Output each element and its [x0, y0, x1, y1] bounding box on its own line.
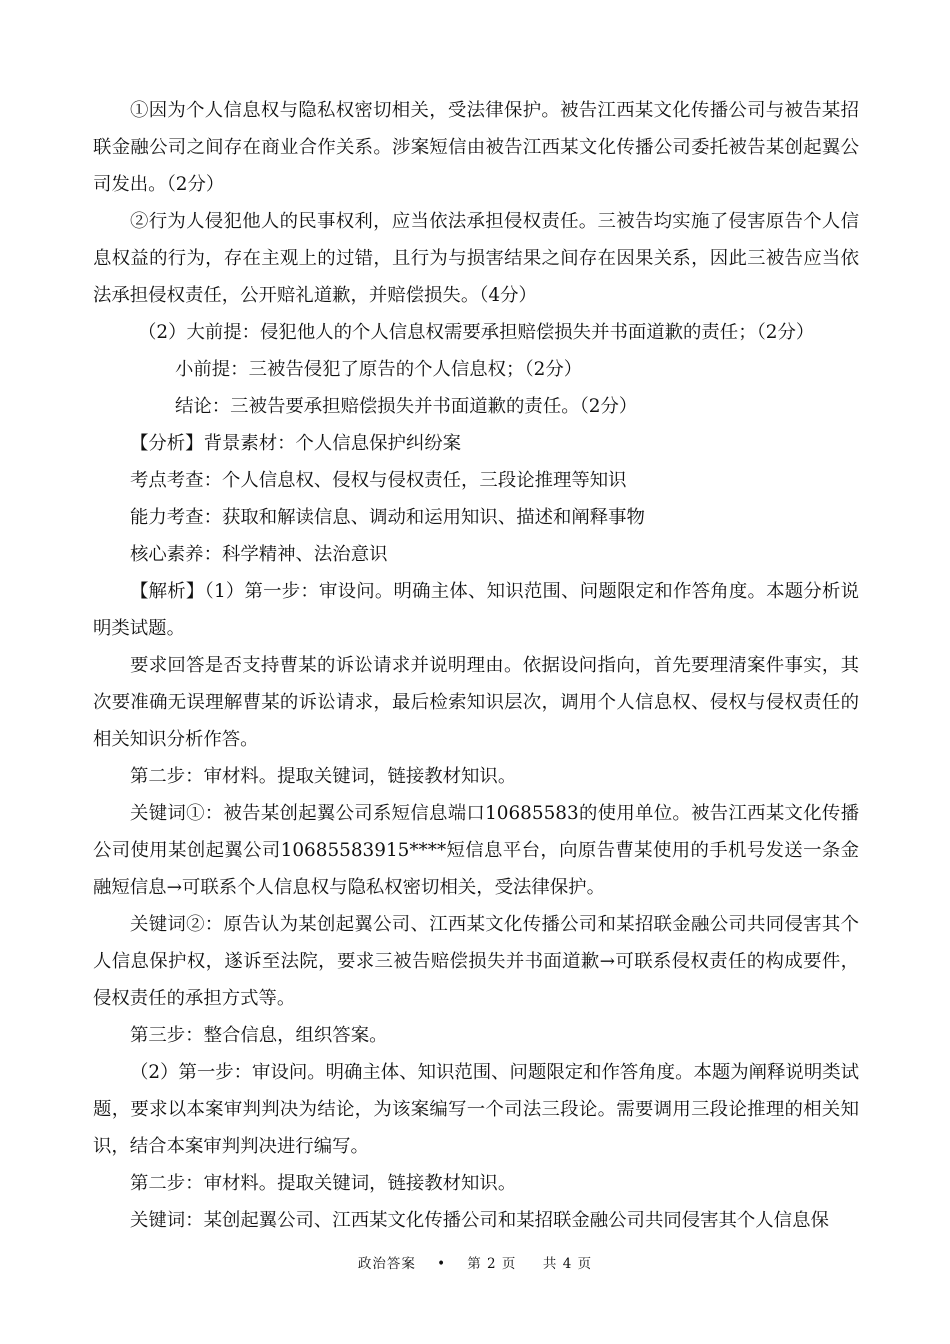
syllogism-major-premise: （2）大前提：侵犯他人的个人信息权需要承担赔偿损失并书面道歉的责任；（2分） — [138, 322, 815, 343]
footer-total-pages: 共 4 页 — [542, 1256, 593, 1272]
page-footer — [0, 1254, 950, 1274]
syllogism-minor-premise: 小前提：三被告侵犯了原告的个人信息权；（2分） — [175, 359, 583, 380]
explanation-step2: 第二步：审材料。提取关键词，链接教材知识。 — [130, 766, 517, 787]
footer-bullet: • — [437, 1256, 447, 1272]
explanation-step3: 第三步：整合信息，组织答案。 — [130, 1025, 388, 1046]
analysis-ability: 能力考查：获取和解读信息、调动和运用知识、描述和阐释事物 — [130, 507, 645, 528]
explanation-step1: 【解析】（1）第一步：审设问。明确主体、知识范围、问题限定和作答角度。本题分析说明类试题。 — [93, 581, 859, 639]
explanation-q2-step1: （2）第一步：审设问。明确主体、知识范围、问题限定和作答角度。本题为阐释说明类试题，要求以本案审判判决为结论，为该案编写一个司法三段论。需要调用三段论推理的相关知识，结合本案审判判决进行编写。 — [93, 1062, 859, 1157]
explanation-q2-step2: 第二步：审材料。提取关键词，链接教材知识。 — [130, 1173, 517, 1194]
analysis-core-literacy: 核心素养：科学精神、法治意识 — [130, 544, 388, 565]
keyword-2: 关键词②：原告认为某创起翼公司、江西某文化传播公司和某招联金融公司共同侵害其个人信息保护权，遂诉至法院，要求三被告赔偿损失并书面道歉→可联系侵权责任的构成要件，侵权责任的承担方式等。 — [93, 914, 859, 1009]
keyword-q2: 关键词：某创起翼公司、江西某文化传播公司和某招联金融公司共同侵害其个人信息保 — [130, 1210, 829, 1231]
explanation-requirement: 要求回答是否支持曹某的诉讼请求并说明理由。依据设问指向，首先要理清案件事实，其次要准确无误理解曹某的诉讼请求，最后检索知识层次，调用个人信息权、侵权与侵权责任的相关知识分析作答。 — [93, 655, 859, 750]
footer-page-number: 第 2 页 — [467, 1256, 517, 1272]
analysis-background: 【分析】背景素材：个人信息保护纠纷案 — [130, 433, 462, 454]
keyword-1: 关键词①：被告某创起翼公司系短信息端口10685583的使用单位。被告江西某文化传播公司使用某创起翼公司10685583915****短信息平台，向原告曹某使用的手机号发送一条金融短信息→可联系个人信息权与隐私权密切相关，受法律保护。 — [93, 803, 859, 898]
document-body — [93, 92, 859, 1239]
analysis-exam-points: 考点考查：个人信息权、侵权与侵权责任，三段论推理等知识 — [130, 470, 627, 491]
footer-subject: 政治答案 — [357, 1256, 416, 1272]
answer-point-1: ①因为个人信息权与隐私权密切相关，受法律保护。被告江西某文化传播公司与被告某招联金融公司之间存在商业合作关系。涉案短信由被告江西某文化传播公司委托被告某创起翼公司发出。（2分） — [93, 100, 859, 195]
answer-point-2: ②行为人侵犯他人的民事权利，应当依法承担侵权责任。三被告均实施了侵害原告个人信息权益的行为，存在主观上的过错，且行为与损害结果之间存在因果关系，因此三被告应当依法承担侵权责任，公开赔礼道歉，并赔偿损失。（4分） — [93, 211, 859, 306]
syllogism-conclusion: 结论：三被告要承担赔偿损失并书面道歉的责任。（2分） — [175, 396, 638, 417]
